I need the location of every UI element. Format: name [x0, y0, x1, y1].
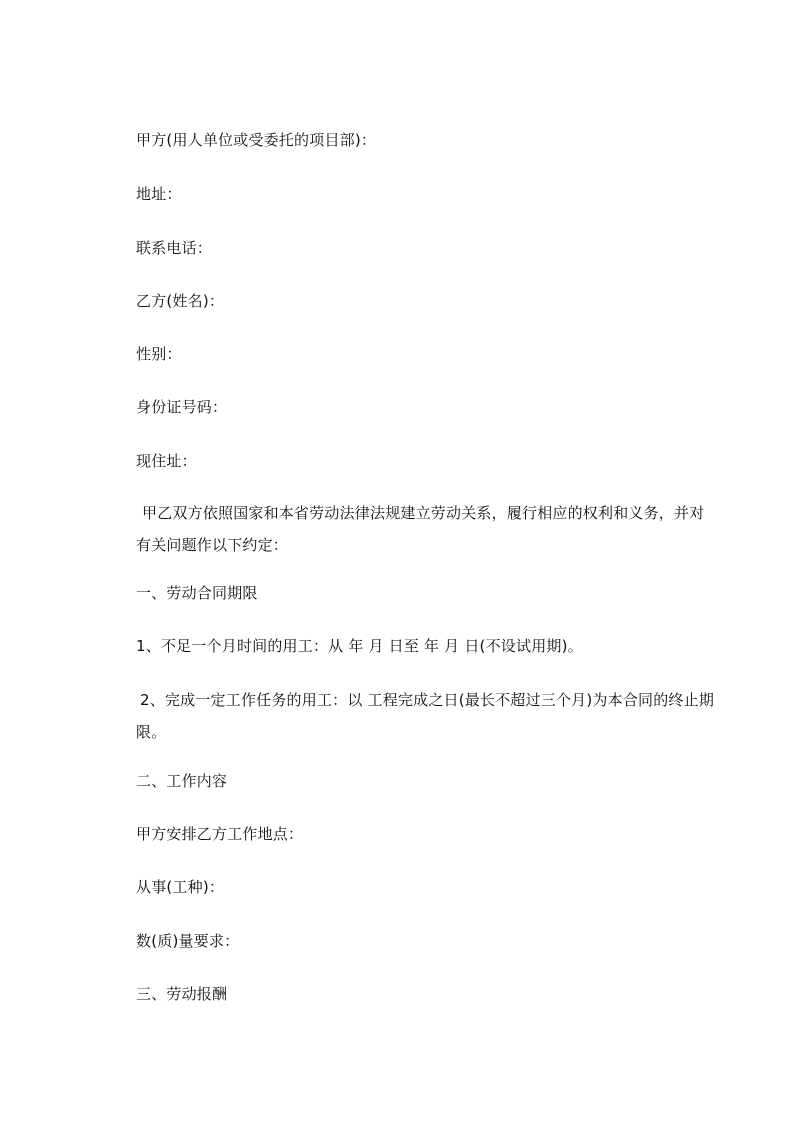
section-1-item-1: 1、不足一个月时间的用工：从 年 月 日至 年 月 日(不设试用期)。 — [136, 637, 583, 655]
id-number-line: 身份证号码： — [136, 398, 228, 416]
phone-line: 联系电话： — [136, 239, 213, 257]
intro-paragraph: 甲乙双方依照国家和本省劳动法律法规建立劳动关系，履行相应的权利和义务，并对有关问题作以下约定： — [136, 504, 705, 554]
current-address-line: 现住址： — [136, 452, 197, 470]
party-b-line: 乙方(姓名)： — [136, 292, 225, 310]
section-1-title: 一、劳动合同期限 — [136, 584, 258, 602]
section-2-title: 二、工作内容 — [136, 772, 228, 790]
party-a-line: 甲方(用人单位或受委托的项目部)： — [136, 131, 377, 149]
gender-line: 性别： — [136, 345, 182, 363]
section-1-item-2: 2、完成一定工作任务的用工：以 工程完成之日(最长不超过三个月)为本合同的终止期限。 — [136, 691, 715, 741]
work-type-line: 从事(工种)： — [136, 878, 225, 896]
quality-requirement-line: 数(质)量要求： — [136, 932, 240, 950]
work-location-line: 甲方安排乙方工作地点： — [136, 825, 304, 843]
address-line: 地址： — [136, 185, 182, 203]
section-3-title: 三、劳动报酬 — [136, 985, 228, 1003]
